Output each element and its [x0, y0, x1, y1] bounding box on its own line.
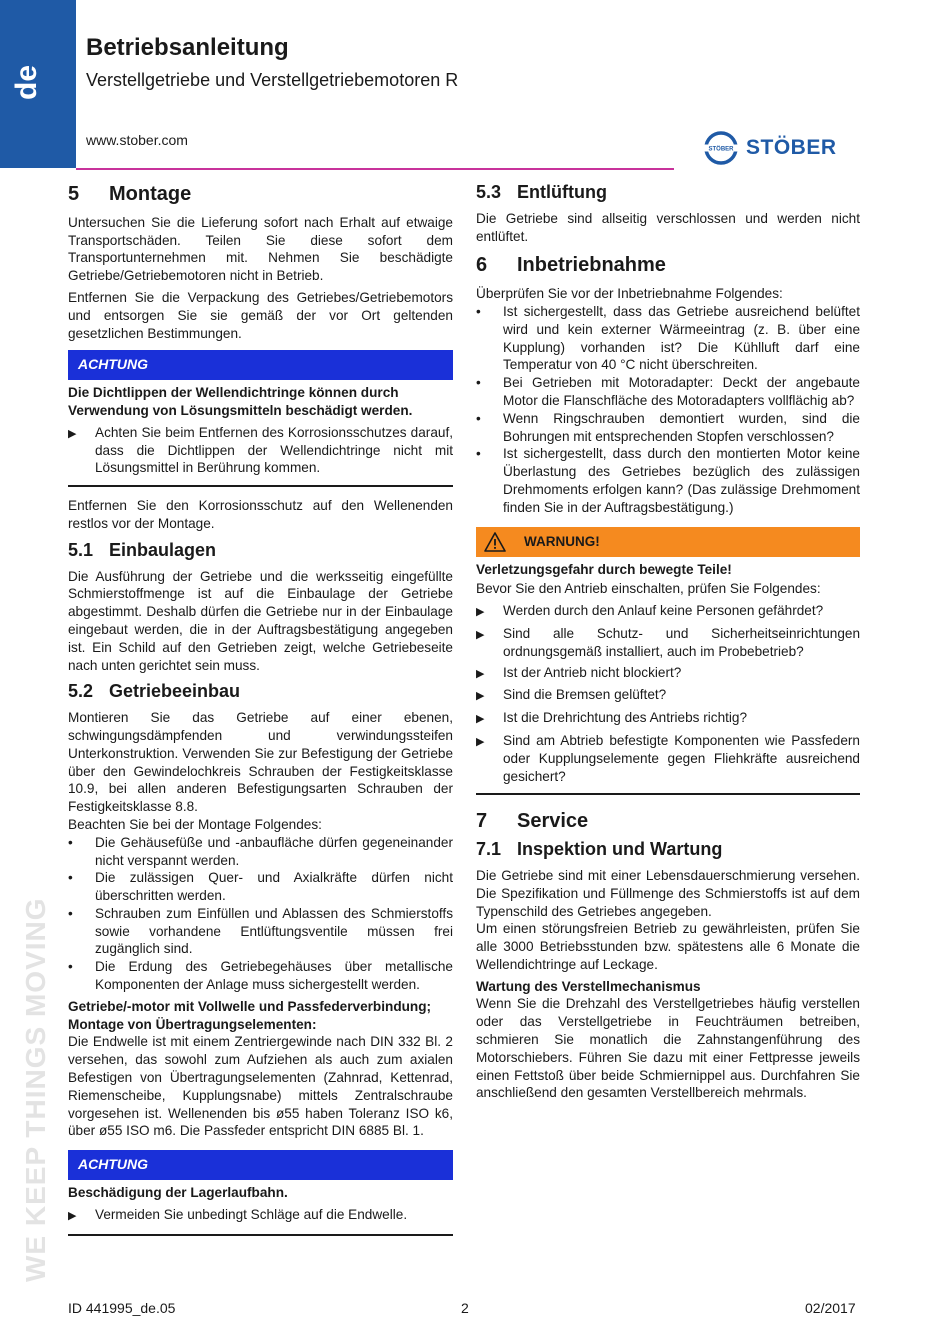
instruction-item [68, 1206, 453, 1226]
list-item [476, 445, 860, 516]
section-number: 6 [476, 254, 488, 277]
instruction-item [476, 686, 860, 706]
notice-end-rule [68, 485, 453, 487]
instruction-text: Werden durch den Anlauf keine Personen gefährdet? [503, 603, 824, 619]
list-item-text: Die zulässigen Quer- und Axialkräfte dürfen nicht überschritten werden. [95, 870, 453, 904]
logo-emblem-icon [704, 131, 738, 165]
section-title: Montage [109, 183, 192, 205]
warning-end-rule [476, 793, 860, 795]
paragraph: Bevor Sie den Antrieb einschalten, prüfen Sie Folgendes: [476, 581, 821, 597]
notice-banner: ACHTUNG [68, 1150, 453, 1180]
instruction-item [476, 709, 860, 729]
section-number: 7 [476, 810, 488, 833]
instruction-text: Vermeiden Sie unbedingt Schläge auf die Endwelle. [95, 1206, 408, 1222]
paragraph: Beachten Sie bei der Montage Folgendes: [68, 816, 322, 832]
stober-logo [704, 131, 837, 165]
instruction-text: Sind am Abtrieb befestigte Komponenten wie Passfedern oder Kupplungselemente gegen Fliehkräfte ausreichend gesichert? [503, 732, 860, 784]
logo-wordmark: STÖBER [746, 136, 837, 159]
section-number: 5.2 [68, 681, 94, 702]
section-title: Entlüftung [517, 182, 607, 202]
list-item [476, 410, 860, 446]
footer-document-id: ID 441995_de.05 [68, 1300, 176, 1316]
paragraph: Überprüfen Sie vor der Inbetriebnahme Folgendes: [476, 286, 783, 302]
paragraph: Die Getriebe sind mit einer Lebensdauerschmierung versehen. Die Spezifikation und Füllmenge des Schmierstoffs ist auf dem Typenschild des Getriebes angegeben. [476, 867, 860, 919]
bullet-icon: • [68, 959, 73, 975]
list-item-text: Ist sichergestellt, dass durch den montierten Motor keine Überlastung des Getriebes bezüglich des zulässigen Drehmoments erfolgen kann? (Das zulässige Drehmoment finden Sie in der Auftragsbestätigung.) [503, 446, 860, 515]
section-number: 5.1 [68, 539, 94, 560]
footer-page-number: 2 [461, 1300, 469, 1316]
section-title: Einbaulagen [109, 539, 217, 560]
section-heading-7-1 [476, 841, 860, 859]
list-item-text: Schrauben zum Einfüllen und Ablassen des Schmierstoffs sowie vorhandene Entlüftungsventile müssen frei zugänglich sind. [95, 905, 453, 957]
instruction-item [476, 602, 860, 622]
arrow-right-icon: ▶ [476, 713, 485, 726]
bullet-icon: • [476, 410, 481, 426]
bullet-icon: • [476, 446, 481, 462]
section-heading-5-2 [68, 683, 453, 701]
bullet-icon: • [476, 303, 481, 319]
section-title: Service [517, 810, 589, 833]
instruction-item [476, 664, 860, 684]
list-item [476, 303, 860, 374]
arrow-right-icon: ▶ [68, 427, 77, 440]
website-link[interactable]: www.stober.com [86, 132, 188, 148]
section-number: 5.3 [476, 182, 502, 202]
list-item [68, 958, 453, 994]
instruction-text: Sind alle Schutz- und Sicherheitseinrichtungen ordnungsgemäß installiert, auch im Probebetrieb? [503, 625, 860, 659]
subheading-bold: Getriebe/-motor mit Vollwelle und Passfederverbindung; Montage von Übertragungselementen: [68, 998, 432, 1032]
warning-statement: Verletzungsgefahr durch bewegte Teile! [476, 561, 732, 577]
right-column [476, 184, 860, 1106]
paragraph: Montieren Sie das Getriebe auf einer ebenen, schwingungsdämpfenden und verwindungssteifen Unterkonstruktion. Verwenden Sie zur Befestigung der Getriebe über den Gewindelochkreis Schrauben der Festigkeitsklasse 10.9, bei allen anderen Befestigungsarten Schrauben der Festigkeitsklasse 8.8. [68, 710, 453, 815]
document-title: Betriebsanleitung [86, 34, 289, 61]
list-item-text: Die Erdung des Getriebegehäuses über metallische Komponenten der Anlage muss sichergestellt werden. [95, 959, 453, 993]
instruction-item [68, 424, 453, 477]
section-title: Inbetriebnahme [517, 254, 666, 277]
arrow-right-icon: ▶ [476, 690, 485, 703]
instruction-item [476, 732, 860, 785]
section-number: 5 [68, 183, 80, 205]
section-heading-5 [68, 183, 453, 205]
section-number: 7.1 [476, 839, 502, 860]
warning-triangle-icon [484, 532, 506, 552]
instruction-item [476, 625, 860, 661]
notice-statement: Die Dichtlippen der Wellendichtringe können durch Verwendung von Lösungsmitteln beschädigt werden. [68, 385, 413, 418]
bullet-icon: • [68, 870, 73, 886]
instruction-text: Ist der Antrieb nicht blockiert? [503, 664, 682, 680]
list-item [68, 905, 453, 958]
list-item [68, 834, 453, 870]
paragraph: Wenn Sie die Drehzahl des Verstellgetriebes häufig verstellen oder das Verstellgetriebe in Feuchträumen betreiben, schmieren Sie monatlich die Zahnstangenführung des Motorschiebers. Führen Sie dazu mit einer Fettpresse jeweils einen Fettstoß über beide Schmiernippel aus. Durchfahren Sie anschließend den gesamten Verstellbereich mehrmals. [476, 996, 860, 1101]
bullet-icon: • [68, 905, 73, 921]
paragraph: Die Endwelle ist mit einem Zentriergewinde nach DIN 332 Bl. 2 versehen, das sowohl zum Aufziehen als auch zum axialen Befestigen von Übertragungselementen (Zahnrad, Kettenrad, Riemenscheibe, Kupplungsnabe) mittels Zentralschraube vorgesehen ist. Wellenenden bis ø55 haben Toleranz ISO k6, über ø55 ISO m6. Die Passfeder entspricht DIN 6885 Bl. 1. [68, 1034, 453, 1139]
document-subtitle: Verstellgetriebe und Verstellgetriebemotoren R [86, 70, 459, 90]
section-heading-6 [476, 254, 860, 277]
list-item-text: Ist sichergestellt, dass das Getriebe ausreichend belüftet wird und kein externer Wärmeeintrag (z. B. über eine Kupplung) vorhanden ist? Die Kühlluft darf eine Temperatur von 40 °C nicht überschreiten. [503, 303, 860, 373]
arrow-right-icon: ▶ [476, 735, 485, 748]
list-item-text: Bei Getrieben mit Motoradapter: Deckt der angebaute Motor die Flanschfläche des Motoradapters vollflächig ab? [503, 375, 860, 408]
paragraph: Die Getriebe sind allseitig verschlossen und werden nicht entlüftet. [476, 210, 860, 244]
section-title: Inspektion und Wartung [517, 839, 723, 860]
bullet-icon: • [476, 375, 481, 391]
left-column [68, 184, 453, 1246]
subheading-bold: Wartung des Verstellmechanismus [476, 978, 701, 994]
language-tab [0, 0, 76, 168]
notice-statement: Beschädigung der Lagerlaufbahn. [68, 1185, 288, 1201]
arrow-right-icon: ▶ [476, 628, 485, 641]
list-item [68, 869, 453, 905]
list-item [476, 374, 860, 410]
arrow-right-icon: ▶ [476, 606, 485, 619]
paragraph: Entfernen Sie die Verpackung des Getriebes/Getriebemotors und entsorgen Sie sie gemäß der vor Ort geltenden gesetzlichen Bestimmungen. [68, 289, 453, 341]
paragraph: Die Ausführung der Getriebe und die werksseitig eingefüllte Schmierstoffmenge ist auf die Einbaulage der Getriebe abgestimmt. Deshalb dürfen die Getriebe nur in der Einbaulage eingebaut werden, die in der Auftragsbestätigung angegeben ist. Ein Schild auf den Getrieben zeigt, welche Getriebeseite nach unten gerichtet sein muss. [68, 568, 453, 673]
slogan-vertical: WE KEEP THINGS MOVING [20, 897, 51, 1282]
section-title: Getriebeeinbau [109, 681, 241, 702]
bullet-icon: • [68, 834, 73, 850]
paragraph: Um einen störungsfreien Betrieb zu gewährleisten, prüfen Sie alle 3000 Betriebsstunden bzw. spätestens alle 6 Monate die Wellendichtringe auf Leckage. [476, 921, 860, 972]
header-divider [76, 168, 674, 170]
notice-end-rule [68, 1234, 453, 1236]
arrow-right-icon: ▶ [476, 667, 485, 680]
notice-banner: ACHTUNG [68, 350, 453, 380]
section-heading-5-1 [68, 539, 453, 560]
list-item-text: Die Gehäusefüße und -anbaufläche dürfen gegeneinander nicht verspannt werden. [95, 834, 453, 868]
instruction-text: Sind die Bremsen gelüftet? [503, 687, 667, 703]
paragraph: Untersuchen Sie die Lieferung sofort nach Erhalt auf etwaige Transportschäden. Teilen Sie diese sofort dem Transportunternehmen mit. Nehmen Sie beschädigte Getriebe/Getriebemotoren nicht in Betrieb. [68, 214, 453, 284]
paragraph: Entfernen Sie den Korrosionsschutz auf den Wellenenden restlos vor der Montage. [68, 498, 453, 531]
warning-label: WARNUNG! [524, 533, 600, 549]
footer-date: 02/2017 [805, 1300, 856, 1316]
instruction-text: Achten Sie beim Entfernen des Korrosionsschutzes darauf, dass die Dichtlippen der Wellendichtringe nicht mit Lösungsmittel in Berührung kommen. [95, 424, 453, 476]
list-item-text: Wenn Ringschrauben demontiert wurden, sind die Bohrungen mit entsprechenden Stopfen verschlossen? [503, 410, 860, 444]
warning-banner [476, 527, 860, 557]
logo-emblem-text: STÖBER [708, 146, 734, 153]
instruction-text: Ist die Drehrichtung des Antriebs richtig? [503, 710, 748, 726]
section-heading-7 [476, 810, 860, 833]
language-code: de [10, 64, 43, 100]
section-heading-5-3 [476, 184, 860, 202]
arrow-right-icon: ▶ [68, 1209, 77, 1222]
